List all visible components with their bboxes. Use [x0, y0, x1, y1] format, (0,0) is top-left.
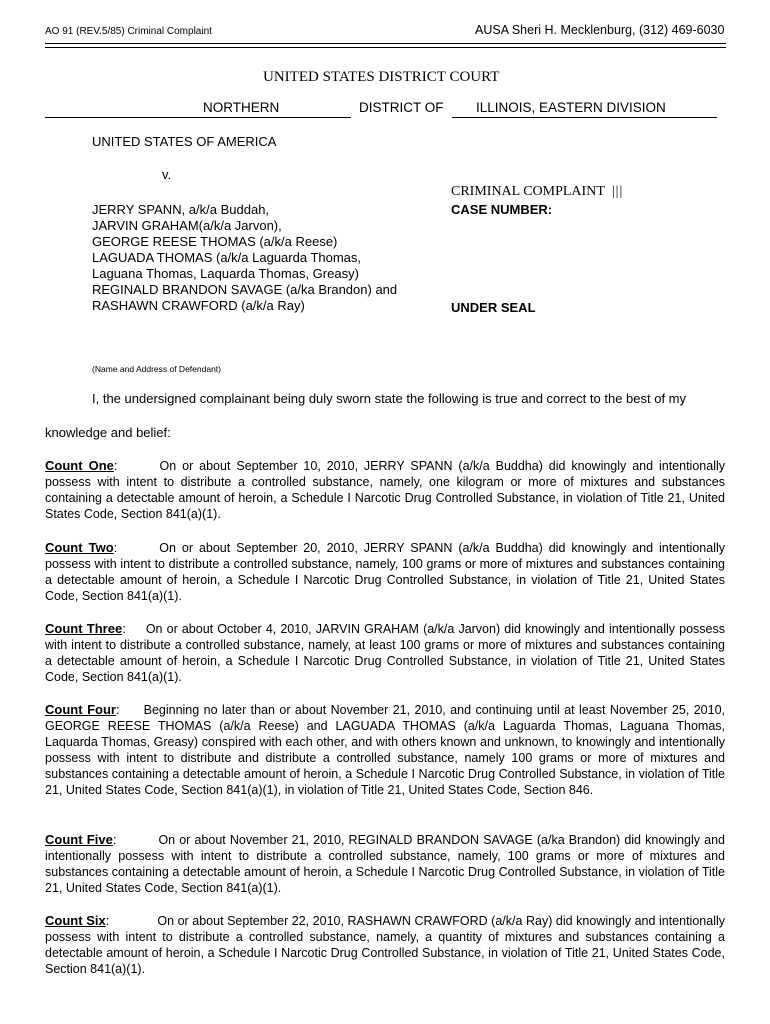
intro-line-1: I, the undersigned complainant being duly sworn state the following is true and correct to the best of my — [92, 391, 687, 406]
count-text: On or about September 10, 2010, JERRY SPANN (a/k/a Buddha) did knowingly and intentionally possess with intent to distribute a controlled substance, namely, one kilogram or more of mixtures and substances containing a detectable amount of heroin, a Schedule I Narcotic Drug Controlled Substance, in violation of Title 21, United States Code, Section 841(a)(1). — [45, 459, 725, 521]
defendant-note: (Name and Address of Defendant) — [92, 364, 221, 374]
intro-line-2: knowledge and belief: — [45, 425, 171, 440]
district-name: NORTHERN — [203, 100, 280, 115]
count-text: On or about September 20, 2010, JERRY SPANN (a/k/a Buddha) did knowingly and intentionally possess with intent to distribute a controlled substance, namely, 100 grams or more of mixtures and substances containing a detectable amount of heroin, a Schedule I Narcotic Drug Controlled Substance, in violation of Title 21, United States Code, Section 841(a)(1). — [45, 541, 725, 603]
count-three: Count Three: On or about October 4, 2010, JARVIN GRAHAM (a/k/a Jarvon) did knowingly and intentionally possess with intent to distribute a controlled substance, namely, at least 100 grams or more of mixtures and substances containing a detectable amount of heroin, a Schedule I Narcotic Drug Controlled Substance, in violation of Title 21, United States Code, Section 841(a)(1). — [45, 621, 725, 684]
count-five: Count Five: On or about November 21, 2010, REGINALD BRANDON SAVAGE (a/ka Brandon) did knowingly and intentionally possess with intent to distribute a controlled substance, namely, 100 grams or more of mixtures and substances containing a detectable amount of heroin, a Schedule I Narcotic Drug Controlled Substance, in violation of Title 21, United States Code, Section 841(a)(1). — [45, 832, 725, 895]
plaintiff: UNITED STATES OF AMERICA — [92, 134, 277, 149]
case-number-label: CASE NUMBER: — [451, 202, 553, 217]
form-id: AO 91 (REV.5/85) Criminal Complaint — [45, 26, 212, 37]
versus: v. — [162, 167, 172, 182]
seal-label: UNDER SEAL — [451, 300, 536, 315]
count-text: Beginning no later than or about November 21, 2010, and continuing until at least November 25, 2010, GEORGE REESE THOMAS (a/k/a Reese) and LAGUADA THOMAS (a/k/a Laguarda Thomas, Laguana Thomas, Laquarda Thomas, Greasy) conspired with each other, and with others known and unknown, to knowingly and intentionally possess with intent to distribute and distribute a controlled substance, namely 100 grams or more of mixtures and substances containing a detectable amount of heroin, a Schedule I Narcotic Drug Controlled Substance, in violation of Title 21, United States Code, Section 841(a)(1), in violation of Title 21, United States Code, Section 846. — [45, 703, 725, 797]
defendant-line: REGINALD BRANDON SAVAGE (a/ka Brandon) and — [92, 282, 398, 297]
count-label: Count Two — [45, 540, 114, 555]
district-state: ILLINOIS, EASTERN DIVISION — [476, 100, 666, 115]
count-six: Count Six: On or about September 22, 2010, RASHAWN CRAWFORD (a/k/a Ray) did knowingly and intentionally possess with intent to distribute a controlled substance, namely, a quantity of mixtures and substances containing a detectable amount of heroin, a Schedule I Narcotic Drug Controlled Substance, in violation of Title 21, United States Code, Section 841(a)(1). — [45, 913, 725, 976]
count-two: Count Two: On or about September 20, 2010, JERRY SPANN (a/k/a Buddha) did knowingly and intentionally possess with intent to distribute a controlled substance, namely, 100 grams or more of mixtures and substances containing a detectable amount of heroin, a Schedule I Narcotic Drug Controlled Substance, in violation of Title 21, United States Code, Section 841(a)(1). — [45, 540, 725, 603]
defendant-line: GEORGE REESE THOMAS (a/k/a Reese) — [92, 234, 338, 249]
district-name-line — [45, 100, 351, 118]
count-text: On or about November 21, 2010, REGINALD BRANDON SAVAGE (a/ka Brandon) did knowingly and intentionally possess with intent to distribute a controlled substance, namely, 100 grams or more of mixtures and substances containing a detectable amount of heroin, a Schedule I Narcotic Drug Controlled Substance, in violation of Title 21, United States Code, Section 841(a)(1). — [45, 833, 725, 895]
court-title: UNITED STATES DISTRICT COURT — [263, 69, 500, 85]
defendant-line: JERRY SPANN, a/k/a Buddah, — [92, 202, 270, 217]
count-label: Count Four — [45, 702, 116, 717]
complaint-title: CRIMINAL COMPLAINT ||| — [451, 184, 624, 199]
district-of-label: DISTRICT OF — [359, 100, 444, 115]
count-four: Count Four: Beginning no later than or about November 21, 2010, and continuing until at least November 25, 2010, GEORGE REESE THOMAS (a/k/a Reese) and LAGUADA THOMAS (a/k/a Laguarda Thomas, Laguana Thomas, Laquarda Thomas, Greasy) conspired with each other, and with others known and unknown, to knowingly and intentionally possess with intent to distribute and distribute a controlled substance, namely 100 grams or more of mixtures and substances containing a detectable amount of heroin, a Schedule I Narcotic Drug Controlled Substance, in violation of Title 21, United States Code, Section 841(a)(1), in violation of Title 21, United States Code, Section 846. — [45, 702, 725, 797]
defendant-line: Laguana Thomas, Laquarda Thomas, Greasy) — [92, 266, 359, 281]
attorney-contact: AUSA Sheri H. Mecklenburg, (312) 469-6030 — [475, 23, 725, 37]
count-label: Count Six — [45, 913, 106, 928]
count-label: Count Three — [45, 621, 123, 636]
count-label: Count Five — [45, 832, 113, 847]
header-rule — [45, 43, 726, 48]
count-label: Count One — [45, 458, 114, 473]
count-text: On or about October 4, 2010, JARVIN GRAHAM (a/k/a Jarvon) did knowingly and intentionally possess with intent to distribute a controlled substance, namely, at least 100 grams or more of mixtures and substances containing a detectable amount of heroin, a Schedule I Narcotic Drug Controlled Substance, in violation of Title 21, United States Code, Section 841(a)(1). — [45, 622, 725, 684]
defendant-list — [92, 202, 397, 314]
count-one: Count One: On or about September 10, 2010, JERRY SPANN (a/k/a Buddha) did knowingly and intentionally possess with intent to distribute a controlled substance, namely, one kilogram or more of mixtures and substances containing a detectable amount of heroin, a Schedule I Narcotic Drug Controlled Substance, in violation of Title 21, United States Code, Section 841(a)(1). — [45, 458, 725, 521]
defendant-line: RASHAWN CRAWFORD (a/k/a Ray) — [92, 298, 305, 313]
defendant-line: JARVIN GRAHAM(a/k/a Jarvon), — [92, 218, 282, 233]
defendant-line: LAGUADA THOMAS (a/k/a Laguarda Thomas, — [92, 250, 362, 265]
count-text: On or about September 22, 2010, RASHAWN CRAWFORD (a/k/a Ray) did knowingly and intentionally possess with intent to distribute a controlled substance, namely, a quantity of mixtures and substances containing a detectable amount of heroin, a Schedule I Narcotic Drug Controlled Substance, in violation of Title 21, United States Code, Section 841(a)(1). — [45, 914, 725, 976]
district-state-line — [452, 100, 717, 118]
